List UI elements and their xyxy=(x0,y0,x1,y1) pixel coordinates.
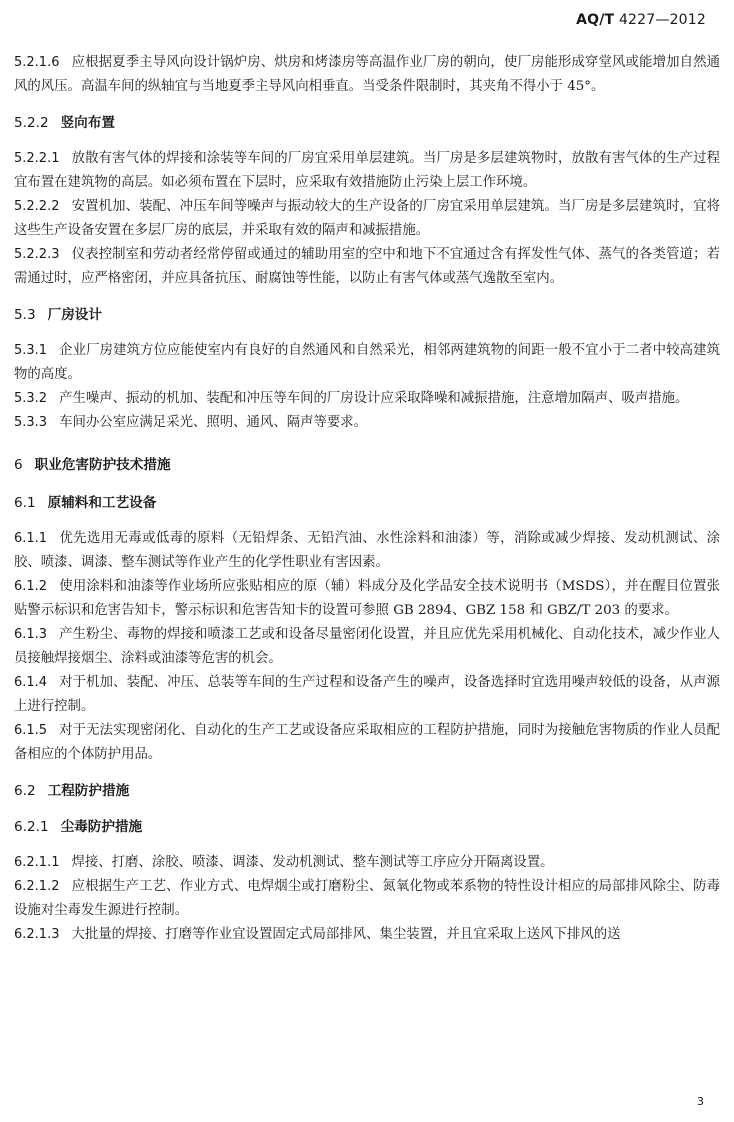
clause-6-2-1-1 xyxy=(14,851,720,875)
clause-number: 5.3.2 xyxy=(14,391,48,406)
clause-text: 企业厂房建筑方位应能使室内有良好的自然通风和自然采光，相邻两建筑物的间距一般不宜小于二者中较高建筑物的高度。 xyxy=(14,343,720,382)
clause-text: 放散有害气体的焊接和涂装等车间的厂房宜采用单层建筑。当厂房是多层建筑物时，放散有害气体的生产过程宜布置在建筑物的高层。如必须布置在下层时，应采取有效措施防止污染上层工作环境。 xyxy=(14,151,720,190)
clause-6-2-1-2 xyxy=(14,875,720,923)
heading-number: 6.2.1 xyxy=(14,819,49,835)
heading-6-1 xyxy=(14,491,720,515)
heading-title: 职业危害防护技术措施 xyxy=(34,457,171,473)
heading-5-2-2 xyxy=(14,111,720,135)
heading-title: 原辅料和工艺设备 xyxy=(47,495,157,511)
clause-6-1-2 xyxy=(14,575,720,623)
heading-number: 6.2 xyxy=(14,783,36,799)
heading-title: 厂房设计 xyxy=(47,307,102,323)
clause-5-2-2-1 xyxy=(14,147,720,195)
clause-text: 大批量的焊接、打磨等作业宜设置固定式局部排风、集尘装置，并且宜采取上送风下排风的送 xyxy=(71,927,621,942)
standard-prefix: AQ/T xyxy=(576,12,615,28)
heading-6-2-1 xyxy=(14,815,720,839)
clause-6-1-1 xyxy=(14,527,720,575)
clause-number: 5.2.2.2 xyxy=(14,199,60,214)
heading-6-2 xyxy=(14,779,720,803)
clause-text: 产生噪声、振动的机加、装配和冲压等车间的厂房设计应采取降噪和减振措施，注意增加隔声、吸声措施。 xyxy=(59,391,689,406)
clause-6-2-1-3 xyxy=(14,923,720,947)
clause-number: 5.3.1 xyxy=(14,343,48,358)
page-number: 3 xyxy=(697,1095,704,1108)
standard-header xyxy=(576,12,706,28)
clause-number: 5.3.3 xyxy=(14,415,48,430)
heading-number: 6.1 xyxy=(14,495,36,511)
clause-number: 5.2.2.1 xyxy=(14,151,60,166)
clause-number: 6.1.4 xyxy=(14,675,48,690)
document-body xyxy=(14,51,720,947)
clause-text: 仪表控制室和劳动者经常停留或通过的辅助用室的空中和地下不宜通过含有挥发性气体、蒸气的各类管道；若需通过时，应严格密闭，并应具备抗压、耐腐蚀等性能，以防止有害气体或蒸气逸散至室内。 xyxy=(14,247,720,286)
clause-number: 6.1.3 xyxy=(14,627,48,642)
heading-title: 工程防护措施 xyxy=(47,783,130,799)
clause-number: 5.2.1.6 xyxy=(14,55,60,70)
standard-number: 4227—2012 xyxy=(618,12,706,28)
clause-text: 使用涂料和油漆等作业场所应张贴相应的原（辅）料成分及化学品安全技术说明书（MSDS），并在醒目位置张贴警示标识和危害告知卡，警示标识和危害告知卡的设置可参照 GB 2894、GBZ 158 和 GBZ/T 203 的要求。 xyxy=(14,579,720,618)
clause-5-3-2 xyxy=(14,387,720,411)
clause-text: 对于机加、装配、冲压、总装等车间的生产过程和设备产生的噪声，设备选择时宜选用噪声较低的设备，从声源上进行控制。 xyxy=(14,675,720,714)
clause-number: 6.1.2 xyxy=(14,579,48,594)
heading-number: 5.2.2 xyxy=(14,115,49,131)
clause-5-2-1-6 xyxy=(14,51,720,99)
clause-6-1-4 xyxy=(14,671,720,719)
clause-number: 5.2.2.3 xyxy=(14,247,60,262)
heading-6 xyxy=(14,453,720,477)
clause-number: 6.1.5 xyxy=(14,723,48,738)
clause-text: 车间办公室应满足采光、照明、通风、隔声等要求。 xyxy=(59,415,368,430)
heading-number: 5.3 xyxy=(14,307,36,323)
heading-5-3 xyxy=(14,303,720,327)
heading-title: 竖向布置 xyxy=(60,115,115,131)
clause-5-2-2-2 xyxy=(14,195,720,243)
clause-6-1-3 xyxy=(14,623,720,671)
clause-text: 对于无法实现密闭化、自动化的生产工艺或设备应采取相应的工程防护措施，同时为接触危害物质的作业人员配备相应的个体防护用品。 xyxy=(14,723,720,762)
clause-text: 安置机加、装配、冲压车间等噪声与振动较大的生产设备的厂房宜采用单层建筑。当厂房是多层建筑时，宜将这些生产设备安置在多层厂房的底层，并采取有效的隔声和减振措施。 xyxy=(14,199,720,238)
clause-text: 应根据生产工艺、作业方式、电焊烟尘或打磨粉尘、氮氧化物或苯系物的特性设计相应的局部排风除尘、防毒设施对尘毒发生源进行控制。 xyxy=(14,879,720,918)
clause-number: 6.2.1.1 xyxy=(14,855,60,870)
clause-6-1-5 xyxy=(14,719,720,767)
heading-number: 6 xyxy=(14,457,23,473)
clause-text: 焊接、打磨、涂胶、喷漆、调漆、发动机测试、整车测试等工序应分开隔离设置。 xyxy=(71,855,554,870)
clause-text: 应根据夏季主导风向设计锅炉房、烘房和烤漆房等高温作业厂房的朝向，使厂房能形成穿堂风或能增加自然通风的风压。高温车间的纵轴宜与当地夏季主导风向相垂直。当受条件限制时，其夹角不得小于 45°。 xyxy=(14,55,720,94)
clause-text: 产生粉尘、毒物的焊接和喷漆工艺或和设备尽量密闭化设置，并且应优先采用机械化、自动化技术，减少作业人员接触焊接烟尘、涂料或油漆等危害的机会。 xyxy=(14,627,720,666)
clause-5-2-2-3 xyxy=(14,243,720,291)
clause-number: 6.2.1.2 xyxy=(14,879,60,894)
clause-text: 优先选用无毒或低毒的原料（无铅焊条、无铅汽油、水性涂料和油漆）等，消除或减少焊接、发动机测试、涂胶、喷漆、调漆、整车测试等作业产生的化学性职业有害因素。 xyxy=(14,531,720,570)
clause-5-3-3 xyxy=(14,411,720,435)
heading-title: 尘毒防护措施 xyxy=(60,819,143,835)
clause-number: 6.1.1 xyxy=(14,531,48,546)
clause-number: 6.2.1.3 xyxy=(14,927,60,942)
clause-5-3-1 xyxy=(14,339,720,387)
